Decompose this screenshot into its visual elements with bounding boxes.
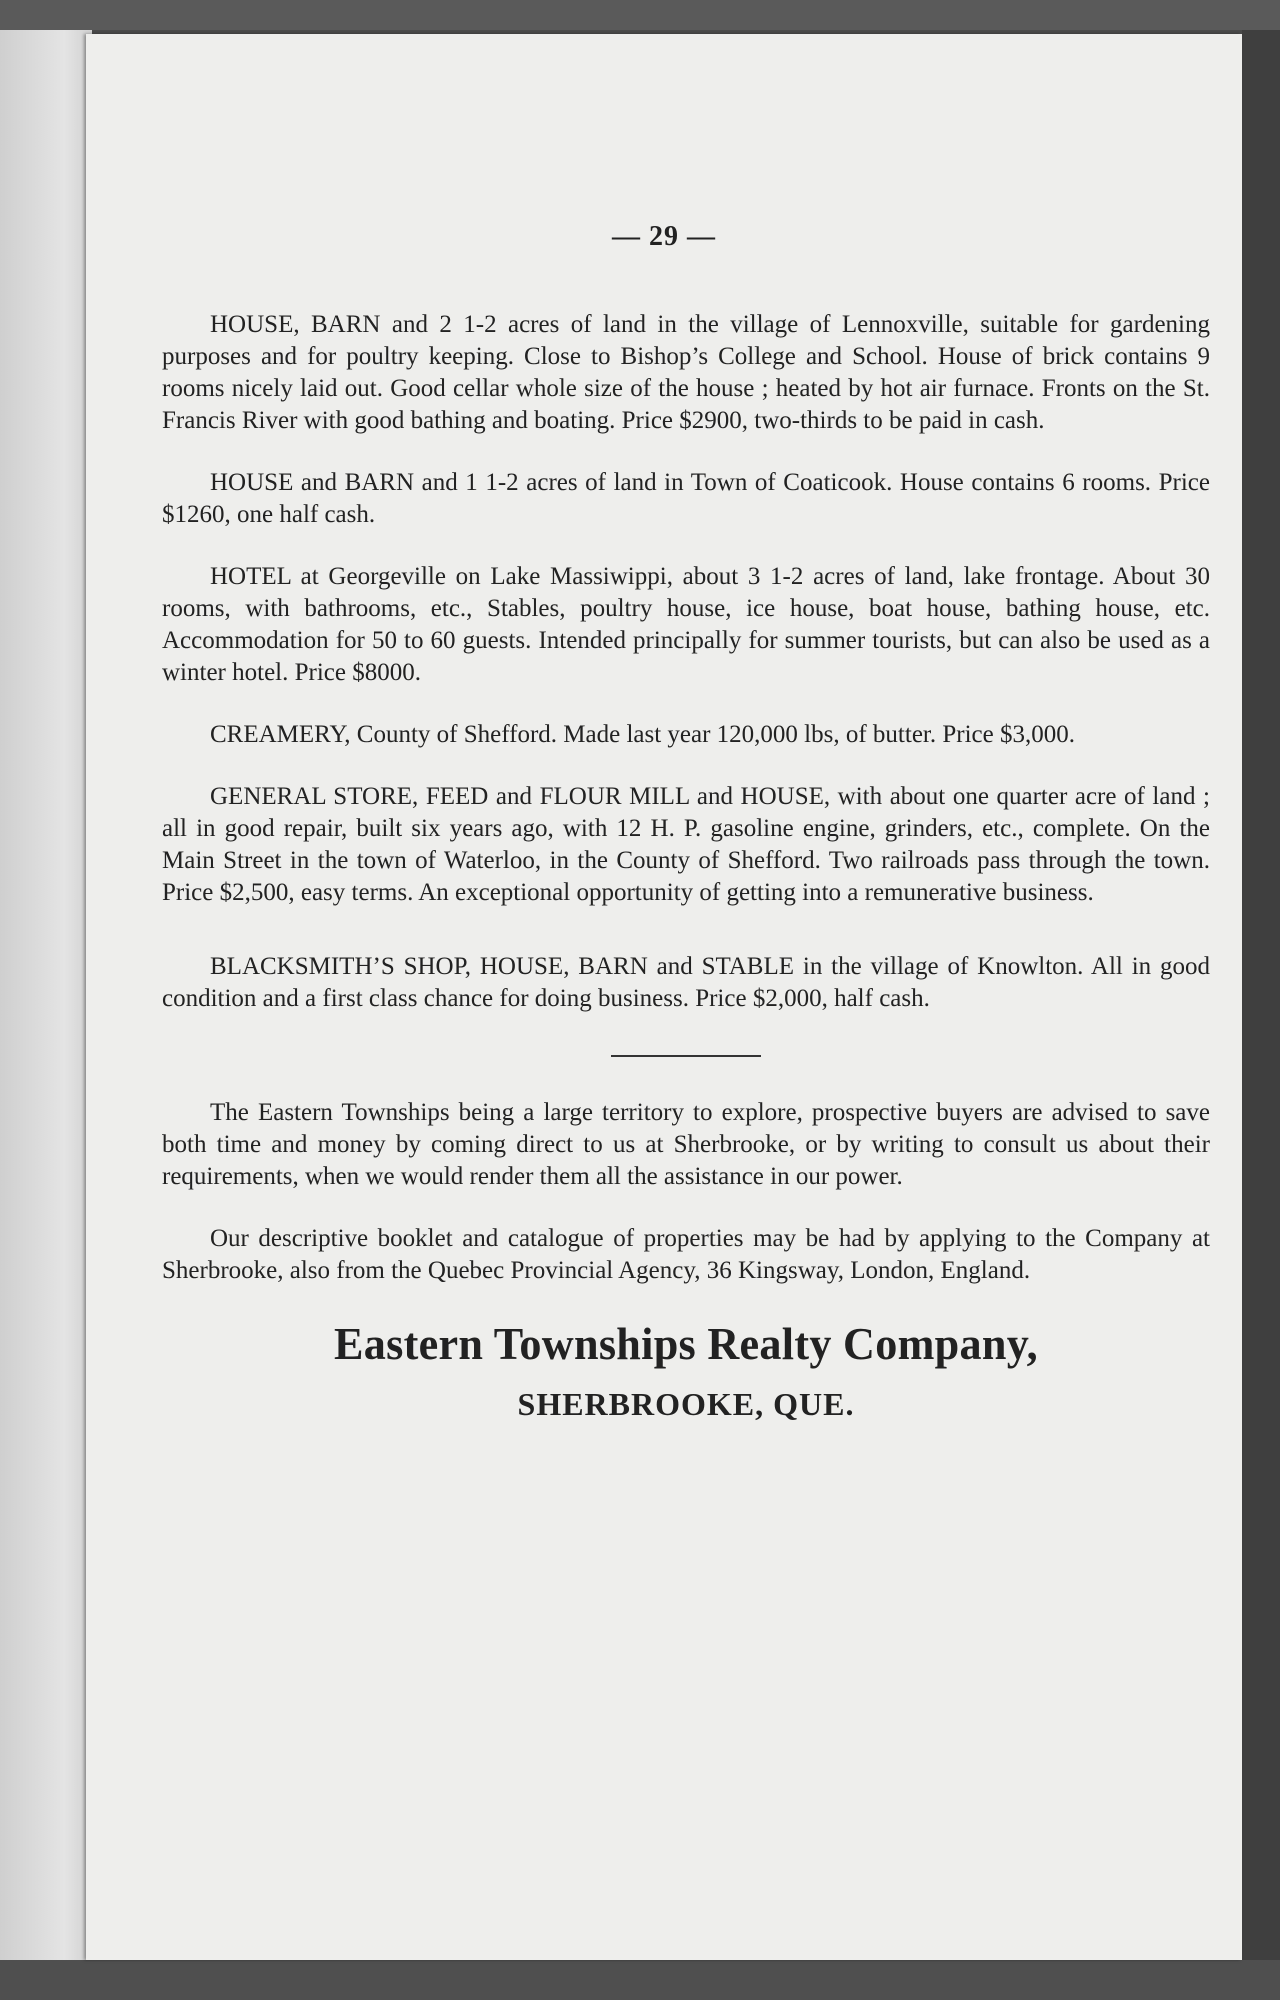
scan-bottom-border xyxy=(0,1960,1280,2000)
document-page xyxy=(86,34,1242,1960)
scan-top-border xyxy=(0,0,1280,30)
note-prospective-buyers: The Eastern Townships being a large territory to explore, prospective buyers are advised to save both time and money by coming direct to us at Sherbrooke, or by writing to consult us about their requirements, when we would render them all the assistance in our power. xyxy=(162,1099,1210,1190)
company-name: Eastern Townships Realty Company, xyxy=(334,1318,1038,1369)
listing-blacksmith-knowlton: BLACKSMITH’S SHOP, HOUSE, BARN and STABLE in the village of Knowlton. All in good condition and a first class chance for doing business. Price $2,000, half cash. xyxy=(162,953,1210,1012)
listing-general-store-waterloo: GENERAL STORE, FEED and FLOUR MILL and HOUSE, with about one quarter acre of land ; all in good repair, built six years ago, with 12 H. P. gasoline engine, grinders, etc., complete. On the Main Street in the town of Waterloo, in the County of Shefford. Two railroads pass through the town. Price $2,500, easy terms. An exceptional opportunity of getting into a remunerative business. xyxy=(162,783,1210,906)
note-descriptive-booklet: Our descriptive booklet and catalogue of properties may be had by applying to the Company at Sherbrooke, also from the Quebec Provincial Agency, 36 Kingsway, London, England. xyxy=(162,1225,1210,1284)
company-city: SHERBROOKE, QUE. xyxy=(517,1386,855,1422)
scan-left-page-edge xyxy=(0,30,92,1960)
listing-hotel-georgeville: HOTEL at Georgeville on Lake Massiwippi, about 3 1-2 acres of land, lake frontage. About 30 rooms, with bathrooms, etc., Stables, poultry house, ice house, boat house, bathing house, etc. Accommodation for 50 to 60 guests. Intended principally for summer tourists, but can also be used as a winter hotel. Price $8000. xyxy=(162,563,1210,686)
scan-right-border xyxy=(1242,30,1280,1960)
page-body xyxy=(162,309,1210,1423)
listing-house-barn-coaticook: HOUSE and BARN and 1 1-2 acres of land in Town of Coaticook. House contains 6 rooms. Price $1260, one half cash. xyxy=(162,469,1210,528)
page-number: — 29 — xyxy=(612,221,716,252)
section-divider xyxy=(611,1055,761,1057)
listing-house-barn-lennoxville: HOUSE, BARN and 2 1-2 acres of land in the village of Lennoxville, suitable for gardening purposes and for poultry keeping. Close to Bishop’s College and School. House of brick contains 9 rooms nicely laid out. Good cellar whole size of the house ; heated by hot air furnace. Fronts on the St. Francis River with good bathing and boating. Price $2900, two-thirds to be paid in cash. xyxy=(162,311,1210,434)
listing-creamery-shefford: CREAMERY, County of Shefford. Made last year 120,000 lbs, of butter. Price $3,000. xyxy=(210,721,1075,748)
